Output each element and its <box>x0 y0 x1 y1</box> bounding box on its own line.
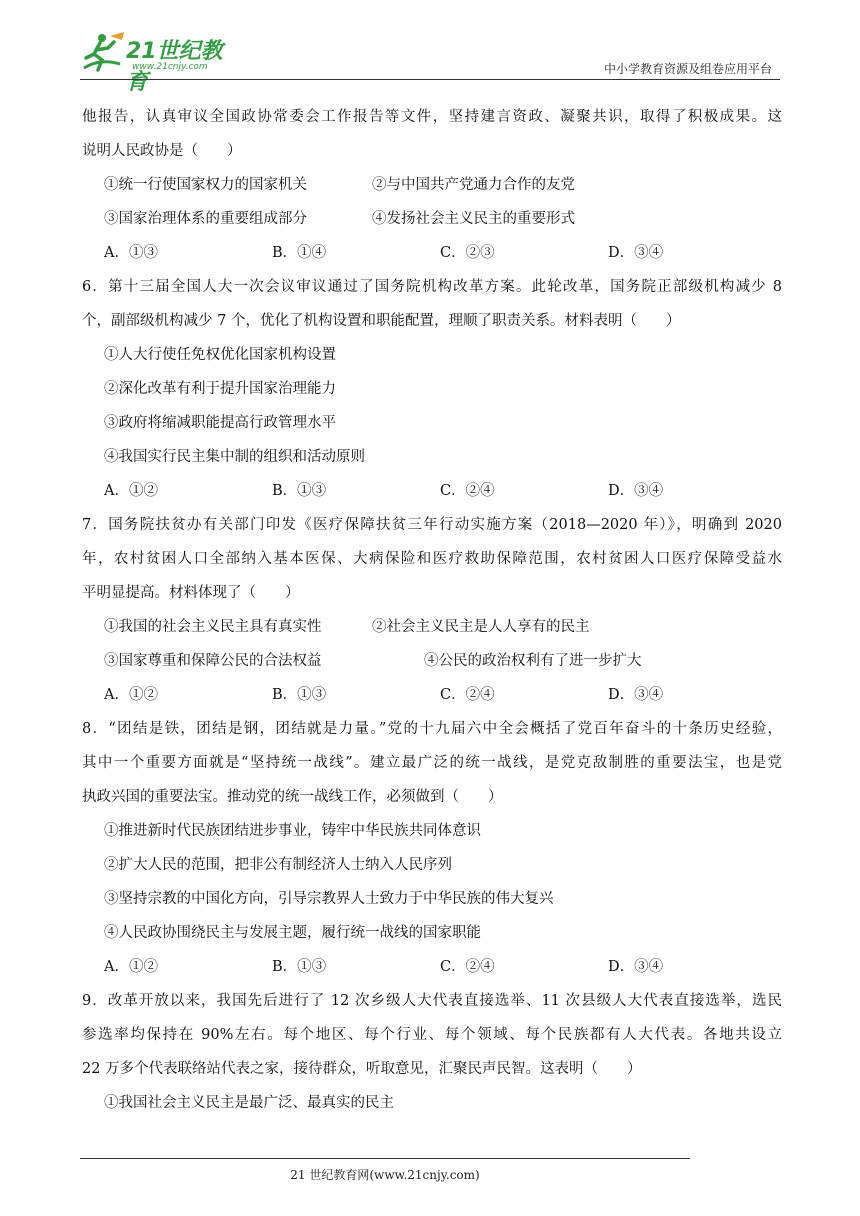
q7-option-b[interactable]: B．①③ <box>272 687 327 703</box>
q7-statements-row <box>82 644 782 678</box>
q7-statement-2: ②社会主义民主是人人享有的民主 <box>372 619 590 635</box>
q6-statement-3: ③政府将缩减职能提高行政管理水平 <box>104 415 336 431</box>
q7-option-c[interactable]: C．②④ <box>440 687 495 703</box>
platform-name: 中小学教育资源及组卷应用平台 <box>603 62 772 76</box>
q7-statement-1: ①我国的社会主义民主具有真实性 <box>104 619 322 635</box>
page-footer[interactable]: 21 世纪教育网(www.21cnjy.com) <box>290 1168 480 1182</box>
q8-options <box>82 950 782 984</box>
q5-statement-3: ③国家治理体系的重要组成部分 <box>104 211 307 227</box>
footer-divider <box>80 1158 690 1159</box>
q8-stem-line: 8．“团结是铁，团结是钢，团结就是力量。”党的十九届六中全会概括了党百年奋斗的十条历史经验， <box>82 721 782 737</box>
q7-options <box>82 678 782 712</box>
q5-statement-2: ②与中国共产党通力合作的友党 <box>372 177 575 193</box>
q9-statement-1: ①我国社会主义民主是最广泛、最真实的民主 <box>104 1095 394 1111</box>
site-logo[interactable] <box>80 28 240 95</box>
q6-option-d[interactable]: D．③④ <box>608 483 664 499</box>
q6-option-c[interactable]: C．②④ <box>440 483 495 499</box>
q8-statement-4: ④人民政协围绕民主与发展主题，履行统一战线的国家职能 <box>104 925 481 941</box>
logo-url: www.21cnjy.com <box>132 62 208 72</box>
q6-stem-line: 个，副部级机构减少 7 个，优化了机构设置和职能配置，理顺了职责关系。材料表明（ ） <box>82 313 681 329</box>
q5-option-c[interactable]: C．②③ <box>440 245 495 261</box>
q5-option-d[interactable]: D．③④ <box>608 245 664 261</box>
q8-stem-line: 执政兴国的重要法宝。推动党的统一战线工作，必须做到（ ） <box>82 789 503 805</box>
q5-option-b[interactable]: B．①④ <box>272 245 327 261</box>
q6-statement-1: ①人大行使任免权优化国家机构设置 <box>104 347 336 363</box>
q8-statement-2: ②扩大人民的范围，把非公有制经济人士纳入人民序列 <box>104 857 452 873</box>
q8-option-a[interactable]: A．①② <box>104 959 158 975</box>
q5-options <box>82 236 782 270</box>
q8-option-c[interactable]: C．②④ <box>440 959 495 975</box>
q9-stem-line: 9．改革开放以来，我国先后进行了 12 次乡级人大代表直接选举、11 次县级人大代表直接选举，选民 <box>82 993 782 1009</box>
q8-option-b[interactable]: B．①③ <box>272 959 327 975</box>
q6-statement-2: ②深化改革有利于提升国家治理能力 <box>104 381 336 397</box>
q5-statements-row <box>82 202 782 236</box>
q7-stem-line: 平明显提高。材料体现了（ ） <box>82 585 300 601</box>
page-header <box>80 28 780 95</box>
q7-stem-line: 年，农村贫困人口全部纳入基本医保、大病保险和医疗救助保障范围，农村贫困人口医疗保障受益水 <box>82 551 782 567</box>
q7-statements-row <box>82 610 782 644</box>
q5-option-a[interactable]: A．①③ <box>104 245 158 261</box>
q5-statement-4: ④发扬社会主义民主的重要形式 <box>372 211 575 227</box>
q7-option-d[interactable]: D．③④ <box>608 687 664 703</box>
q5-stem-line: 他报告，认真审议全国政协常委会工作报告等文件，坚持建言资政、凝聚共识，取得了积极成果。这 <box>82 109 782 125</box>
q7-stem-line: 7．国务院扶贫办有关部门印发《医疗保障扶贫三年行动实施方案（2018—2020 年）》，明确到 2020 <box>82 517 782 533</box>
q7-statement-3: ③国家尊重和保障公民的合法权益 <box>104 653 322 669</box>
q8-stem-line: 其中一个重要方面就是“坚持统一战线”。建立最广泛的统一战线，是党克敌制胜的重要法宝，也是党 <box>82 755 782 771</box>
q8-option-d[interactable]: D．③④ <box>608 959 664 975</box>
logo-title: 21世纪教育 <box>126 39 223 95</box>
q6-option-b[interactable]: B．①③ <box>272 483 327 499</box>
q5-stem-line: 说明人民政协是（ ） <box>82 143 242 159</box>
q6-option-a[interactable]: A．①② <box>104 483 158 499</box>
q7-option-a[interactable]: A．①② <box>104 687 158 703</box>
q6-stem-line: 6．第十三届全国人大一次会议审议通过了国务院机构改革方案。此轮改革，国务院正部级机构减少 8 <box>82 279 782 295</box>
q9-stem-line: 参选率均保持在 90%左右。每个地区、每个行业、每个领域、每个民族都有人大代表。各地共设立 <box>82 1027 782 1043</box>
q6-statement-4: ④我国实行民主集中制的组织和活动原则 <box>104 449 365 465</box>
q7-statement-4: ④公民的政治权利有了进一步扩大 <box>424 653 642 669</box>
document-body <box>82 100 782 1120</box>
q6-options <box>82 474 782 508</box>
q9-stem-line: 22 万多个代表联络站代表之家，接待群众，听取意见，汇聚民声民智。这表明（ ） <box>82 1061 642 1077</box>
q5-statement-1: ①统一行使国家权力的国家机关 <box>104 177 307 193</box>
q8-statement-1: ①推进新时代民族团结进步事业，铸牢中华民族共同体意识 <box>104 823 481 839</box>
q8-statement-3: ③坚持宗教的中国化方向，引导宗教界人士致力于中华民族的伟大复兴 <box>104 891 554 907</box>
header-divider <box>80 79 780 80</box>
q5-statements-row <box>82 168 782 202</box>
